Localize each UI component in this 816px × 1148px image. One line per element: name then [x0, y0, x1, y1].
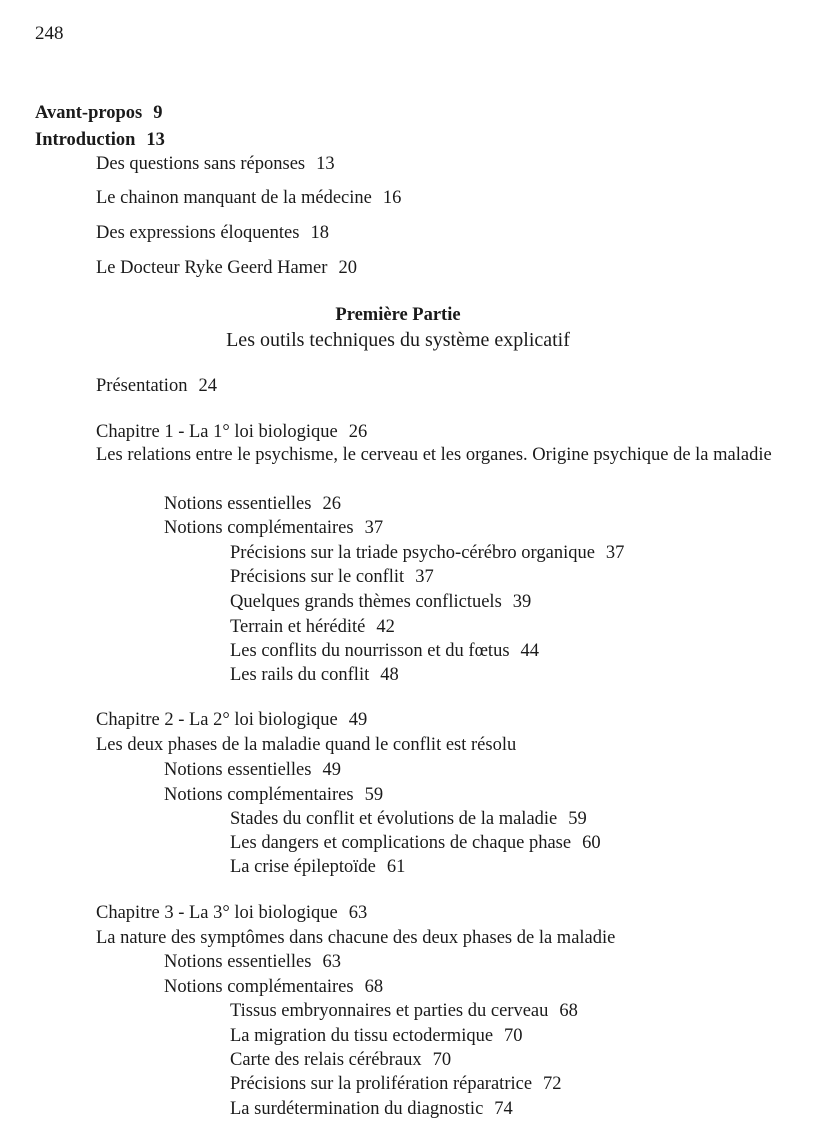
chapter-title [96, 711, 367, 730]
toc-label: Quelques grands thèmes conflictuels [230, 592, 502, 612]
toc-label: Notions essentielles [164, 760, 312, 780]
toc-label: Notions essentielles [164, 952, 312, 972]
toc-page: 63 [348, 903, 368, 923]
toc-page: 18 [310, 223, 329, 243]
toc-label: Les dangers et complications de chaque phase [230, 833, 572, 853]
chapter-description: Les relations entre le psychisme, le cerveau et les organes. Origine psychique de la maladie [96, 445, 772, 465]
toc-entry [164, 761, 341, 780]
toc-page: 26 [322, 494, 341, 514]
toc-entry [230, 834, 601, 853]
toc-entry [230, 1027, 523, 1046]
toc-page: 42 [376, 617, 395, 637]
toc-label: Notions complémentaires [164, 977, 354, 997]
toc-entry [230, 810, 587, 829]
toc-page: 39 [512, 592, 532, 612]
toc-page: 44 [520, 641, 540, 661]
toc-label: Le Docteur Ryke Geerd Hamer [96, 258, 328, 278]
toc-label: Introduction [35, 130, 136, 150]
toc-page: 74 [494, 1099, 513, 1119]
page-number: 248 [35, 23, 64, 44]
toc-entry [230, 618, 395, 637]
toc-label: Chapitre 2 - La 2° loi biologique [96, 710, 338, 730]
toc-label: Précisions sur la triade psycho-cérébro organique [230, 543, 595, 563]
toc-entry [230, 642, 539, 661]
toc-page: 70 [504, 1026, 523, 1046]
toc-page: 13 [146, 130, 165, 150]
toc-entry [230, 858, 405, 877]
toc-label: Précisions sur la prolifération réparatrice [230, 1074, 533, 1094]
chapter-title [96, 423, 367, 442]
toc-entry [230, 544, 624, 563]
toc-page: 37 [364, 518, 384, 538]
toc-page: 70 [432, 1050, 452, 1070]
toc-label: Des questions sans réponses [96, 154, 306, 174]
toc-page: 49 [322, 760, 341, 780]
toc-page: 26 [348, 422, 368, 442]
toc-label: Le chainon manquant de la médecine [96, 188, 372, 208]
toc-label: Chapitre 3 - La 3° loi biologique [96, 903, 338, 923]
toc-label: Présentation [96, 376, 188, 396]
toc-page: 63 [322, 952, 341, 972]
toc-label: La crise épileptoïde [230, 857, 376, 877]
toc-page: 68 [559, 1001, 578, 1021]
toc-page: 16 [382, 188, 402, 208]
toc-entry [164, 786, 383, 805]
toc-page: 61 [386, 857, 406, 877]
toc-label: Notions complémentaires [164, 518, 354, 538]
toc-page: 24 [198, 376, 217, 396]
toc-page: 49 [348, 710, 368, 730]
toc-label: Notions essentielles [164, 494, 312, 514]
toc-entry [96, 155, 335, 174]
toc-label: Les conflits du nourrisson et du fœtus [230, 641, 510, 661]
toc-label: Notions complémentaires [164, 785, 354, 805]
toc-entry [164, 495, 341, 514]
toc-entry [230, 1100, 513, 1119]
toc-page: 59 [568, 809, 587, 829]
toc-page: 48 [380, 665, 399, 685]
toc-entry-introduction [35, 131, 165, 150]
toc-page: 20 [338, 258, 357, 278]
toc-label: Stades du conflit et évolutions de la maladie [230, 809, 558, 829]
toc-page: 59 [364, 785, 384, 805]
part-title: Première Partie [335, 305, 461, 325]
toc-page: 9 [153, 103, 163, 123]
toc-label: Avant-propos [35, 103, 143, 123]
toc-entry [230, 1002, 578, 1021]
toc-page: 72 [543, 1074, 562, 1094]
toc-entry [230, 1051, 451, 1070]
toc-entry [96, 189, 401, 208]
toc-entry [230, 593, 531, 612]
toc-label: Les rails du conflit [230, 665, 370, 685]
toc-label: Tissus embryonnaires et parties du cerveau [230, 1001, 549, 1021]
toc-entry [230, 666, 399, 685]
toc-label: Terrain et hérédité [230, 617, 366, 637]
toc-label: La surdétermination du diagnostic [230, 1099, 484, 1119]
toc-entry-avant-propos [35, 104, 163, 123]
toc-label: La migration du tissu ectodermique [230, 1026, 494, 1046]
chapter-title [96, 904, 367, 923]
toc-label: Carte des relais cérébraux [230, 1050, 422, 1070]
toc-page: 60 [582, 833, 601, 853]
toc-page: 68 [364, 977, 384, 997]
toc-entry [230, 1075, 562, 1094]
toc-entry [164, 978, 383, 997]
toc-page: 37 [415, 567, 434, 587]
toc-entry-presentation [96, 377, 217, 396]
toc-label: Précisions sur le conflit [230, 567, 405, 587]
toc-page: 37 [605, 543, 625, 563]
toc-page: 13 [316, 154, 335, 174]
part-subtitle: Les outils techniques du système explicatif [226, 329, 570, 351]
toc-entry [164, 519, 383, 538]
toc-entry [96, 259, 357, 278]
toc-label: Des expressions éloquentes [96, 223, 300, 243]
toc-entry [164, 953, 341, 972]
chapter-description: La nature des symptômes dans chacune des deux phases de la maladie [96, 928, 616, 948]
chapter-description: Les deux phases de la maladie quand le conflit est résolu [96, 735, 517, 755]
toc-entry [230, 568, 434, 587]
toc-entry [96, 224, 329, 243]
toc-label: Chapitre 1 - La 1° loi biologique [96, 422, 338, 442]
